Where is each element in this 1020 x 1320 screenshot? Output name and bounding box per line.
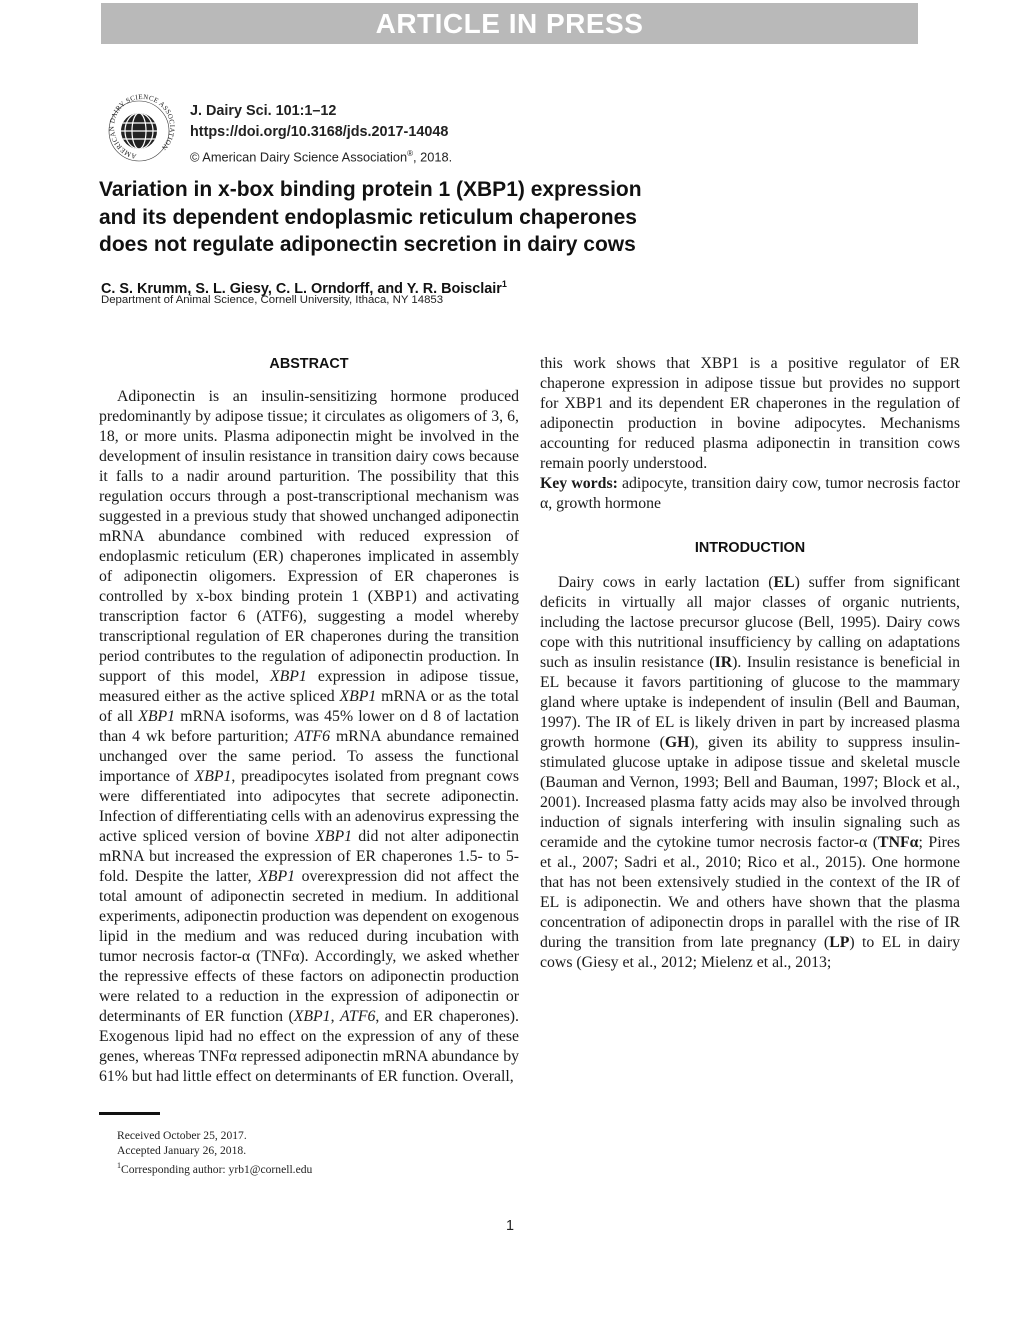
copyright-line: © American Dairy Science Association®, 2018. xyxy=(190,149,453,165)
globe-icon xyxy=(119,113,159,149)
doi-link[interactable]: https://doi.org/10.3168/jds.2017-14048 xyxy=(190,124,449,140)
article-title xyxy=(99,176,799,259)
footnotes xyxy=(117,1128,312,1177)
svg-text:AMERICAN DAIRY SCIENCE ASSOCIA: AMERICAN DAIRY SCIENCE ASSOCIATION xyxy=(107,93,177,161)
abstract-text-continued: this work shows that XBP1 is a positive regulator of ER chaperone expression in adipose tissue but provides no support for XBP1 and its dependent ER chaperones in the regulation of adiponectin production in bovine adipocytes. Mechanisms accounting for reduced plasma adiponectin in transition cows remain poorly understood. xyxy=(540,355,960,472)
received-date: Received October 25, 2017. xyxy=(117,1129,247,1142)
page-number: 1 xyxy=(505,1218,514,1234)
footnote-divider xyxy=(99,1112,160,1115)
author-list: C. S. Krumm, S. L. Giesy, C. L. Orndorff, and Y. R. Boisclair$^1$ xyxy=(101,279,507,297)
keywords: Key words: adipocyte, transition dairy cow, tumor necrosis factor α, growth hormone xyxy=(540,475,960,512)
abstract-text: Adiponectin is an insulin-sensitizing hormone produced predominantly by adipose tissue; it circulates as oligomers of 3, 6, 18, or more units. Plasma adiponectin might be involved in the development of insulin resistance in transition dairy cows because it falls to a nadir around parturition. The possibility that this regulation occurs through a post-transcriptional mechanism was suggested in a previous study that showed unchanged adiponectin mRNA abundance combined with reduced expression of endoplasmic reticulum (ER) chaperones implicated in assembly of adiponectin oligomers. Expression of ER chaperones is controlled by x-box binding protein 1 (XBP1) and activating transcription factor 6 (ATF6), suggesting a model whereby transcriptional regulation of ER chaperones during the transition period contributes to the regulation of adiponectin production. In support of this model, XBP1 expression in adipose tissue, measured either as the active spliced XBP1 mRNA or as the total of all XBP1 mRNA isoforms, was 45% lower on d 8 of lactation than 4 wk before parturition; ATF6 mRNA abundance remained unchanged over the same period. To assess the functional importance of XBP1, preadipocytes isolated from pregnant cows were differentiated into adipocytes that secrete adiponectin. Infection of differentiating cells with an adenovirus expressing the active spliced version of bovine XBP1 did not alter adiponectin mRNA but increased the expression of ER chaperones 1.5- to 5-fold. Despite the latter, XBP1 overexpression did not affect the total amount of adiponectin secreted in medium. In additional experiments, adiponectin production was dependent on exogenous lipid in the medium and was reduced during incubation with tumor necrosis factor-α (TNFα). Accordingly, we asked whether the repressive effects of these factors on adiponectin production were related to a reduction in the expression of adiponectin or determinants of ER function (XBP1, ATF6, and ER chaperones). Exogenous lipid had no effect on the expression of any of these genes, whereas TNFα repressed adiponectin mRNA abundance by 61% but had little effect on determinants of ER function. Overall, xyxy=(99,388,520,1085)
abstract-heading: ABSTRACT xyxy=(269,356,349,372)
journal-info xyxy=(190,101,452,168)
title-line: and its dependent endoplasmic reticulum chaperones xyxy=(99,205,637,229)
title-line: Variation in x-box binding protein 1 (XBP1) expression xyxy=(99,178,642,201)
left-column xyxy=(99,354,519,1087)
introduction-heading: INTRODUCTION xyxy=(694,540,806,556)
corresponding-marker: 1 xyxy=(501,279,507,289)
article-in-press-banner: ARTICLE IN PRESS xyxy=(101,3,918,44)
accepted-date: Accepted January 26, 2018. xyxy=(117,1144,247,1157)
corresponding-author: $^1$Corresponding author: yrb1@cornell.edu xyxy=(117,1161,313,1176)
title-line: does not regulate adiponectin secretion in dairy cows xyxy=(99,233,636,256)
journal-citation: J. Dairy Sci. 101:1–12 xyxy=(190,103,337,119)
right-column xyxy=(540,354,960,973)
adsa-seal-logo xyxy=(99,93,185,165)
affiliation: Department of Animal Science, Cornell University, Ithaca, NY 14853 xyxy=(101,294,444,306)
introduction-text: Dairy cows in early lactation (EL) suffer from significant deficits in virtually all major classes of organic nutrients, including the lactose precursor glucose (Bell, 1995). Dairy cows cope with this nutritional insufficiency by calling on adaptations such as insulin resistance (IR). Insulin resistance is beneficial in EL because it favors partitioning of glucose to the mammary gland where uptake is independent of insulin (Bell and Bauman, 1997). The IR of EL is likely driven in part by increased plasma growth hormone (GH), given its ability to suppress insulin-stimulated glucose uptake in adipose tissue and skeletal muscle (Bauman and Vernon, 1993; Bell and Bauman, 1997; Block et al., 2001). Increased plasma fatty acids may also be involved through induction of signals interfering with insulin signaling such as ceramide and the cytokine tumor necrosis factor-α (TNFα; Pires et al., 2007; Sadri et al., 2010; Rico et al., 2015). One hormone that has not been extensively studied in the context of the IR of EL is adiponectin. We and others have shown that the plasma concentration of adiponectin drops in parallel with the rise of IR during the transition from late pregnancy (LP) to EL in dairy cows (Giesy et al., 2012; Mielenz et al., 2013; xyxy=(540,574,961,971)
